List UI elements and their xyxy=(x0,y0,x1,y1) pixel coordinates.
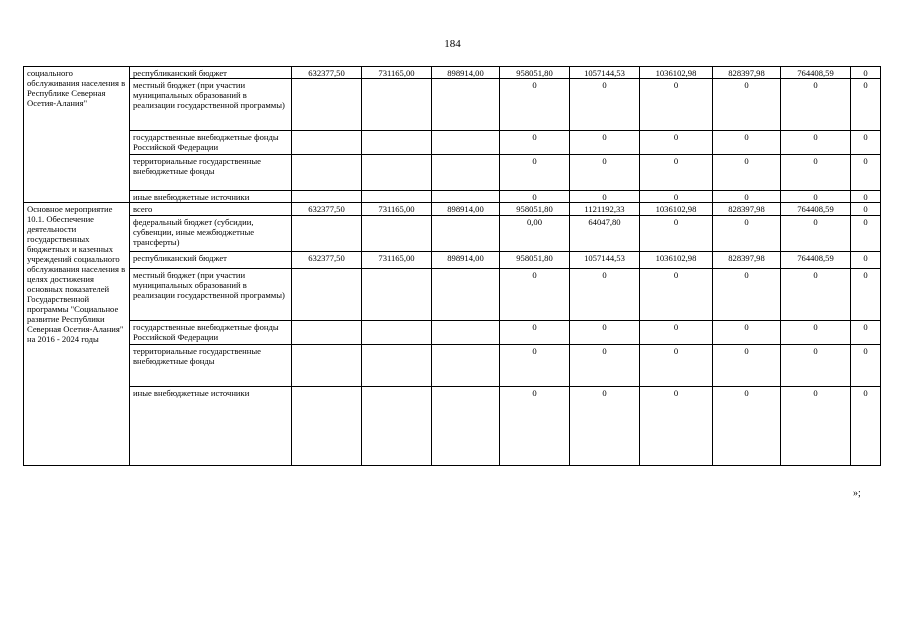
table-row xyxy=(24,191,881,203)
funding-source-cell: иные внебюджетные источники xyxy=(130,387,292,466)
amount-cell: 0 xyxy=(851,216,881,252)
amount-cell xyxy=(292,191,362,203)
amount-cell: 0 xyxy=(570,387,640,466)
table-row xyxy=(24,155,881,191)
amount-cell: 0 xyxy=(500,345,570,387)
amount-cell: 1057144,53 xyxy=(570,252,640,269)
amount-cell: 0 xyxy=(500,131,570,155)
amount-cell: 958051,80 xyxy=(500,67,570,79)
amount-cell: 0 xyxy=(713,269,781,321)
amount-cell: 0 xyxy=(570,269,640,321)
amount-cell: 0 xyxy=(851,252,881,269)
amount-cell: 0 xyxy=(851,79,881,131)
amount-cell: 1057144,53 xyxy=(570,67,640,79)
amount-cell: 0 xyxy=(851,321,881,345)
amount-cell xyxy=(292,216,362,252)
amount-cell: 0 xyxy=(640,191,713,203)
table-row xyxy=(24,345,881,387)
funding-source-cell: республиканский бюджет xyxy=(130,252,292,269)
amount-cell xyxy=(432,191,500,203)
amount-cell xyxy=(362,269,432,321)
amount-cell xyxy=(362,191,432,203)
amount-cell: 1036102,98 xyxy=(640,203,713,216)
amount-cell xyxy=(362,387,432,466)
amount-cell: 0 xyxy=(713,345,781,387)
amount-cell: 0 xyxy=(640,321,713,345)
amount-cell: 0 xyxy=(851,269,881,321)
amount-cell: 0 xyxy=(640,79,713,131)
table-row xyxy=(24,79,881,131)
amount-cell xyxy=(362,216,432,252)
amount-cell: 0 xyxy=(713,321,781,345)
amount-cell: 632377,50 xyxy=(292,67,362,79)
funding-source-cell: иные внебюджетные источники xyxy=(130,191,292,203)
funding-source-cell: республиканский бюджет xyxy=(130,67,292,79)
amount-cell: 0 xyxy=(851,345,881,387)
amount-cell: 0 xyxy=(851,67,881,79)
page-number: 184 xyxy=(444,38,461,50)
budget-table xyxy=(23,66,881,466)
amount-cell xyxy=(292,79,362,131)
amount-cell: 828397,98 xyxy=(713,203,781,216)
amount-cell: 0 xyxy=(781,387,851,466)
amount-cell: 0 xyxy=(781,79,851,131)
amount-cell: 0 xyxy=(570,345,640,387)
table-row xyxy=(24,269,881,321)
amount-cell: 0 xyxy=(851,155,881,191)
amount-cell xyxy=(432,269,500,321)
funding-source-cell: территориальные государственные внебюджетные фонды xyxy=(130,345,292,387)
funding-source-cell: территориальные государственные внебюджетные фонды xyxy=(130,155,292,191)
amount-cell: 0 xyxy=(851,387,881,466)
amount-cell: 0 xyxy=(713,79,781,131)
amount-cell xyxy=(432,216,500,252)
amount-cell: 64047,80 xyxy=(570,216,640,252)
table-row xyxy=(24,252,881,269)
funding-source-cell: всего xyxy=(130,203,292,216)
amount-cell: 0 xyxy=(781,131,851,155)
amount-cell: 0 xyxy=(713,155,781,191)
amount-cell xyxy=(292,387,362,466)
table-row xyxy=(24,67,881,79)
amount-cell: 0 xyxy=(500,191,570,203)
table-row xyxy=(24,387,881,466)
amount-cell: 0 xyxy=(570,321,640,345)
amount-cell: 764408,59 xyxy=(781,203,851,216)
amount-cell xyxy=(432,79,500,131)
amount-cell: 0 xyxy=(500,155,570,191)
amount-cell xyxy=(432,345,500,387)
amount-cell: 0 xyxy=(713,216,781,252)
amount-cell: 632377,50 xyxy=(292,203,362,216)
amount-cell: 0 xyxy=(640,345,713,387)
funding-source-cell: федеральный бюджет (субсидии, субвенции, иные межбюджетные трансферты) xyxy=(130,216,292,252)
amount-cell: 0 xyxy=(713,387,781,466)
amount-cell xyxy=(292,155,362,191)
amount-cell: 0 xyxy=(500,387,570,466)
amount-cell xyxy=(292,131,362,155)
funding-source-cell: местный бюджет (при участии муниципальных образований в реализации государственной программы) xyxy=(130,79,292,131)
amount-cell: 0 xyxy=(640,216,713,252)
amount-cell: 632377,50 xyxy=(292,252,362,269)
funding-source-cell: государственные внебюджетные фонды Российской Федерации xyxy=(130,321,292,345)
amount-cell xyxy=(362,155,432,191)
amount-cell: 0 xyxy=(570,155,640,191)
closing-mark: »; xyxy=(853,488,861,499)
amount-cell: 731165,00 xyxy=(362,252,432,269)
amount-cell xyxy=(292,269,362,321)
measure-name-cell: Основное мероприятие 10.1. Обеспечение деятельности государственных бюджетных и казенных учреждений социального обслуживания населения в целях достижения основных показателей Государственной программы "Социальное развитие Республики Северная Осетия-Алания" на 2016 - 2024 годы xyxy=(24,203,130,466)
amount-cell: 1121192,33 xyxy=(570,203,640,216)
amount-cell: 1036102,98 xyxy=(640,67,713,79)
amount-cell: 0 xyxy=(781,191,851,203)
amount-cell: 1036102,98 xyxy=(640,252,713,269)
amount-cell: 0,00 xyxy=(500,216,570,252)
funding-source-cell: местный бюджет (при участии муниципальных образований в реализации государственной программы) xyxy=(130,269,292,321)
amount-cell: 958051,80 xyxy=(500,203,570,216)
amount-cell: 898914,00 xyxy=(432,252,500,269)
measure-name-cell: социального обслуживания населения в Республике Северная Осетия-Алания" xyxy=(24,67,130,203)
amount-cell xyxy=(362,79,432,131)
amount-cell: 898914,00 xyxy=(432,203,500,216)
amount-cell: 0 xyxy=(500,269,570,321)
amount-cell xyxy=(432,155,500,191)
amount-cell: 0 xyxy=(851,203,881,216)
table-row xyxy=(24,131,881,155)
amount-cell: 764408,59 xyxy=(781,67,851,79)
amount-cell: 0 xyxy=(640,131,713,155)
amount-cell xyxy=(432,321,500,345)
amount-cell: 0 xyxy=(713,191,781,203)
amount-cell: 731165,00 xyxy=(362,67,432,79)
amount-cell: 0 xyxy=(781,269,851,321)
amount-cell xyxy=(362,321,432,345)
amount-cell: 0 xyxy=(781,155,851,191)
amount-cell: 0 xyxy=(640,155,713,191)
amount-cell: 0 xyxy=(851,191,881,203)
amount-cell: 0 xyxy=(781,345,851,387)
table-row xyxy=(24,203,881,216)
amount-cell: 0 xyxy=(851,131,881,155)
amount-cell: 0 xyxy=(640,269,713,321)
funding-source-cell: государственные внебюджетные фонды Российской Федерации xyxy=(130,131,292,155)
amount-cell xyxy=(432,387,500,466)
amount-cell: 0 xyxy=(570,191,640,203)
amount-cell: 0 xyxy=(713,131,781,155)
amount-cell xyxy=(432,131,500,155)
amount-cell: 828397,98 xyxy=(713,252,781,269)
amount-cell: 0 xyxy=(500,79,570,131)
amount-cell: 0 xyxy=(781,321,851,345)
amount-cell: 0 xyxy=(640,387,713,466)
amount-cell: 0 xyxy=(781,216,851,252)
amount-cell: 0 xyxy=(500,321,570,345)
amount-cell: 958051,80 xyxy=(500,252,570,269)
amount-cell xyxy=(362,345,432,387)
amount-cell: 731165,00 xyxy=(362,203,432,216)
amount-cell xyxy=(292,345,362,387)
table-row xyxy=(24,216,881,252)
amount-cell: 828397,98 xyxy=(713,67,781,79)
amount-cell: 764408,59 xyxy=(781,252,851,269)
amount-cell xyxy=(292,321,362,345)
table-row xyxy=(24,321,881,345)
amount-cell: 0 xyxy=(570,131,640,155)
amount-cell: 898914,00 xyxy=(432,67,500,79)
amount-cell: 0 xyxy=(570,79,640,131)
amount-cell xyxy=(362,131,432,155)
